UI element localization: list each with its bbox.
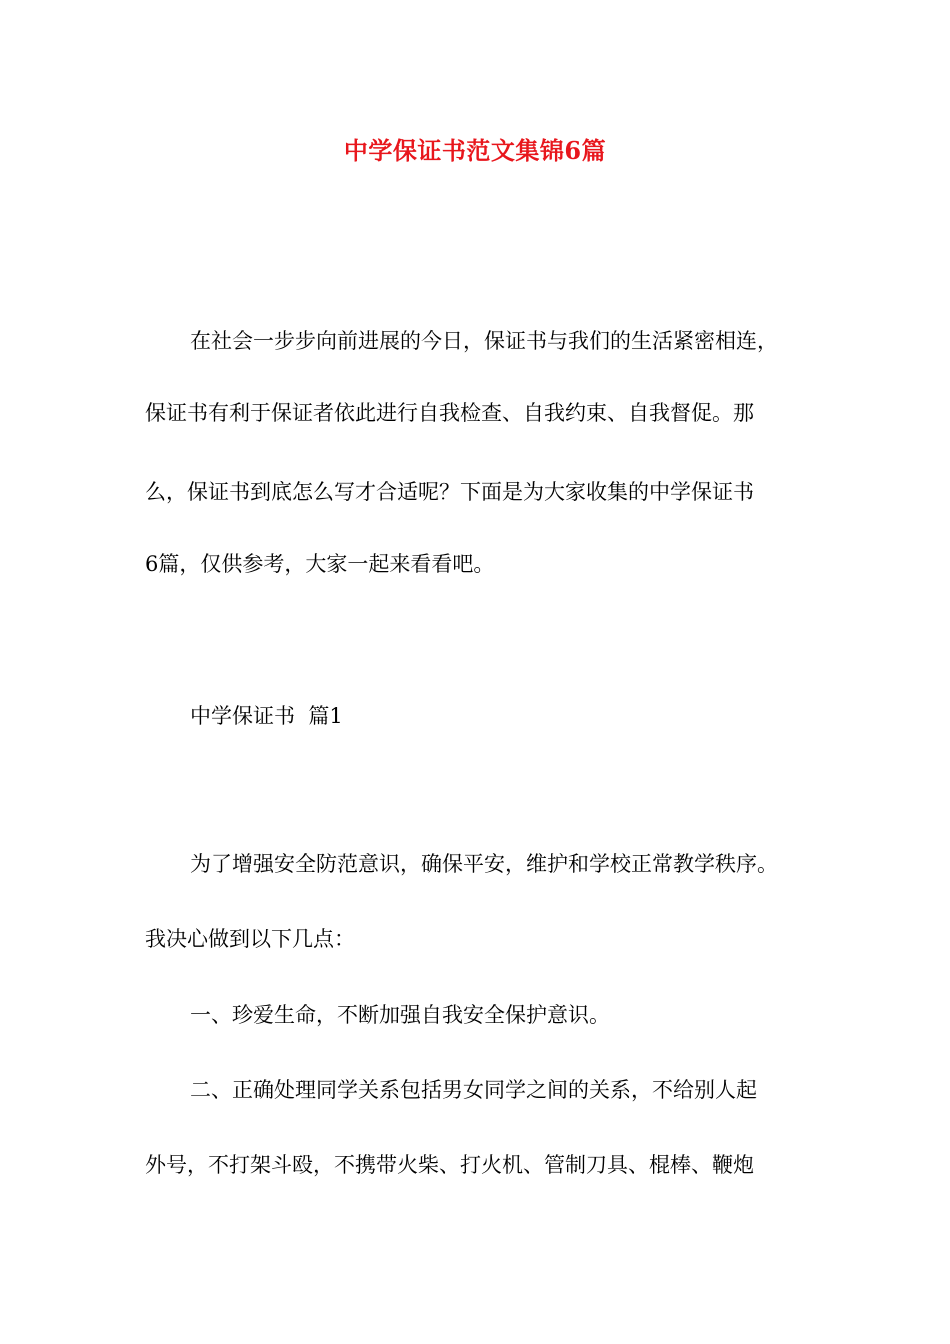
body-line-2: 我决心做到以下几点： — [145, 927, 355, 951]
body-line-1: 为了增强安全防范意识，确保平安，维护和学校正常教学秩序。 — [190, 852, 778, 876]
intro-line-3: 么，保证书到底怎么写才合适呢？下面是为大家收集的中学保证书 — [145, 480, 754, 504]
intro-line-4: 6篇，仅供参考，大家一起来看看吧。 — [145, 552, 495, 576]
document-title: 中学保证书范文集锦6篇 — [343, 136, 607, 165]
body-line-5: 外号，不打架斗殴，不携带火柴、打火机、管制刀具、棍棒、鞭炮 — [145, 1153, 754, 1177]
intro-line-2: 保证书有利于保证者依此进行自我检查、自我约束、自我督促。那 — [145, 401, 754, 425]
section-heading: 中学保证书 篇1 — [190, 704, 343, 728]
body-line-3: 一、珍爱生命，不断加强自我安全保护意识。 — [190, 1003, 610, 1027]
intro-line-1: 在社会一步步向前进展的今日，保证书与我们的生活紧密相连， — [190, 329, 778, 353]
body-line-4: 二、正确处理同学关系包括男女同学之间的关系，不给别人起 — [190, 1078, 757, 1102]
